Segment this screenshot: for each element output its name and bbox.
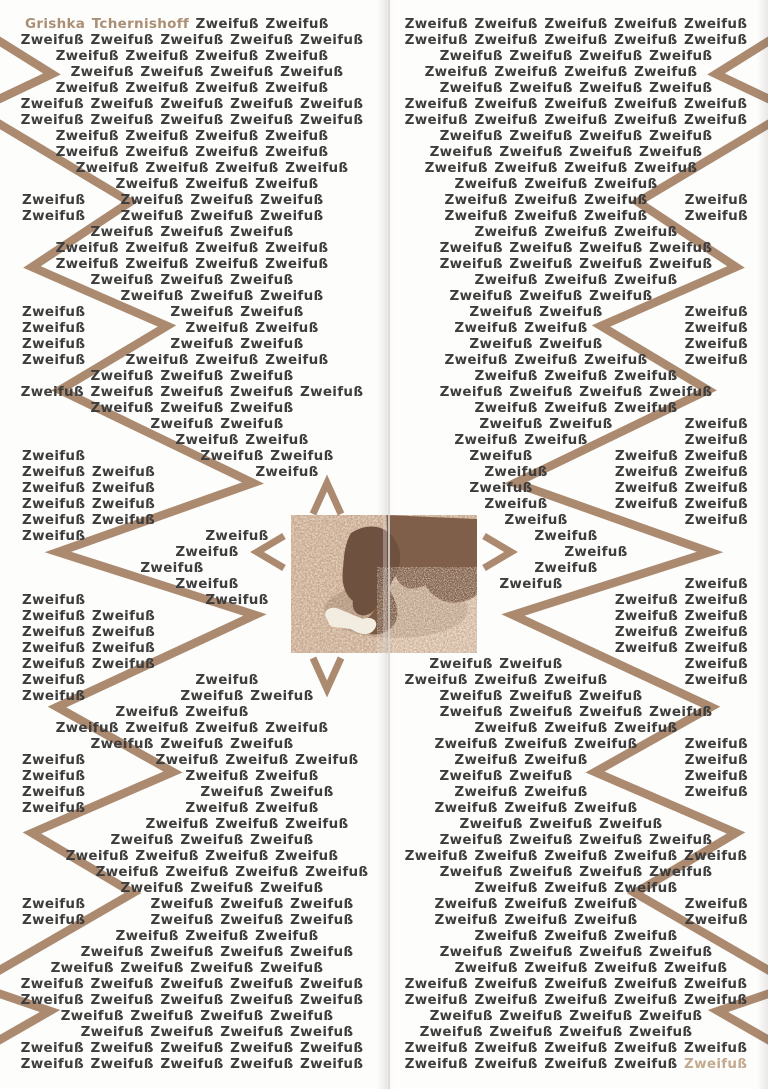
word-group-center: Zweifuß Zweifuß Zweifuß Zweifuß Zweifuß — [404, 112, 748, 128]
author-name: Grishka Tchernishoff — [25, 16, 190, 32]
text-line — [384, 912, 768, 928]
word-group-center: Zweifuß Zweifuß Zweifuß — [474, 720, 678, 736]
text-line — [384, 32, 768, 48]
text-line — [0, 144, 384, 160]
text-line — [384, 240, 768, 256]
word-group-center: Zweifuß — [195, 672, 259, 688]
word-group-center: Zweifuß Zweifuß Zweifuß — [120, 880, 324, 896]
word-group-center: Zweifuß Zweifuß Zweifuß — [120, 192, 324, 208]
word-group-center: Zweifuß Zweifuß Zweifuß Zweifuß — [439, 704, 713, 720]
word-group-center: Zweifuß Zweifuß Zweifuß — [150, 896, 354, 912]
text-line — [384, 960, 768, 976]
word-group-center: Zweifuß Zweifuß — [180, 688, 314, 704]
word-group-center: Zweifuß Zweifuß Zweifuß Zweifuß — [439, 48, 713, 64]
highlighted-word: Zweifuß — [684, 1056, 748, 1072]
text-line: Grishka Tchernishoff Zweifuß Zweifuß — [25, 16, 329, 32]
word-group-center: Zweifuß Zweifuß Zweifuß — [145, 816, 349, 832]
text-line — [0, 256, 384, 272]
word-group-center: Zweifuß Zweifuß Zweifuß — [444, 208, 648, 224]
word-group-right: Zweifuß — [684, 784, 748, 800]
word-group-center: Zweifuß — [175, 576, 239, 592]
word-group-center: Zweifuß Zweifuß Zweifuß Zweifuß Zweifuß — [20, 384, 364, 400]
text-line — [384, 368, 768, 384]
word-group-left: Zweifuß Zweifuß — [22, 640, 156, 656]
word-group-center: Zweifuß Zweifuß Zweifuß Zweifuß — [80, 1024, 354, 1040]
word-group-center: Zweifuß Zweifuß Zweifuß Zweifuß — [429, 144, 703, 160]
text-line — [0, 864, 384, 880]
word-group-center: Zweifuß Zweifuß Zweifuß — [434, 896, 638, 912]
word-group-center: Zweifuß Zweifuß Zweifuß Zweifuß — [55, 128, 329, 144]
word-group-center: Zweifuß Zweifuß — [469, 304, 603, 320]
word-group-center: Zweifuß Zweifuß Zweifuß Zweifuß — [50, 960, 324, 976]
word-group-left: Zweifuß — [22, 528, 86, 544]
text-line — [384, 720, 768, 736]
text-line — [384, 944, 768, 960]
photo-bush-highlight — [377, 567, 477, 653]
word-group-center: Zweifuß Zweifuß — [200, 448, 334, 464]
word-group-center: Zweifuß Zweifuß — [170, 336, 304, 352]
text-line — [384, 1040, 768, 1056]
word-group-center: Zweifuß Zweifuß Zweifuß Zweifuß — [454, 960, 728, 976]
word-group-center: Zweifuß Zweifuß — [479, 416, 613, 432]
text-line — [384, 992, 768, 1008]
word-group-center: Zweifuß Zweifuß Zweifuß — [474, 880, 678, 896]
word-group-left: Zweifuß Zweifuß — [22, 608, 156, 624]
text-line — [384, 656, 768, 672]
word-group-center: Zweifuß — [484, 496, 548, 512]
text-line — [0, 960, 384, 976]
photo-fold-line — [383, 515, 387, 653]
word-group-center: Zweifuß Zweifuß Zweifuß — [474, 368, 678, 384]
word-group-center: Zweifuß Zweifuß Zweifuß Zweifuß — [75, 160, 349, 176]
word-group-right: Zweifuß — [684, 576, 748, 592]
text-line — [384, 736, 768, 752]
text-line — [0, 352, 384, 368]
word-group-center: Zweifuß Zweifuß Zweifuß — [474, 400, 678, 416]
word-group-center: Zweifuß Zweifuß Zweifuß Zweifuß Zweifuß — [404, 992, 748, 1008]
word-group-right: Zweifuß — [684, 912, 748, 928]
word-group-center: Zweifuß Zweifuß Zweifuß Zweifuß Zweifuß — [404, 32, 748, 48]
word-group-center: Zweifuß Zweifuß — [469, 336, 603, 352]
word-group-center: Zweifuß Zweifuß — [429, 656, 563, 672]
word-group-left: Zweifuß — [22, 448, 86, 464]
word-group-center: Zweifuß Zweifuß Zweifuß Zweifuß — [439, 240, 713, 256]
text-line — [0, 848, 384, 864]
text-line — [0, 832, 384, 848]
text-line — [0, 480, 384, 496]
text-line — [0, 992, 384, 1008]
word-group-center: Zweifuß Zweifuß — [454, 432, 588, 448]
text-line — [384, 928, 768, 944]
text-line — [384, 400, 768, 416]
word-group-left: Zweifuß — [22, 672, 86, 688]
text-line — [0, 400, 384, 416]
word-group-center: Zweifuß — [534, 528, 598, 544]
text-line — [384, 752, 768, 768]
text-line — [384, 352, 768, 368]
text-line — [384, 176, 768, 192]
text-line — [0, 896, 384, 912]
text-line — [384, 192, 768, 208]
text-line — [384, 1024, 768, 1040]
text-line — [384, 224, 768, 240]
word-group-center: Zweifuß — [564, 544, 628, 560]
text-line — [0, 32, 384, 48]
word-group-center: Zweifuß Zweifuß Zweifuß Zweifuß Zweifuß — [20, 96, 364, 112]
text-line — [384, 848, 768, 864]
text-line — [384, 48, 768, 64]
word-group-center: Zweifuß — [175, 544, 239, 560]
word-group-center: Zweifuß Zweifuß Zweifuß — [90, 368, 294, 384]
word-group-center: Zweifuß Zweifuß Zweifuß Zweifuß — [55, 240, 329, 256]
word-group-center: Zweifuß Zweifuß Zweifuß Zweifuß — [424, 160, 698, 176]
word-group-right: Zweifuß — [684, 416, 748, 432]
word-group-center: Zweifuß Zweifuß Zweifuß — [444, 192, 648, 208]
text-line — [0, 688, 384, 704]
word-group-center: Zweifuß Zweifuß Zweifuß Zweifuß — [439, 944, 713, 960]
text-line — [384, 864, 768, 880]
text-line — [0, 928, 384, 944]
text-line — [0, 384, 384, 400]
word-group-right: Zweifuß Zweifuß — [614, 496, 748, 512]
word-group-right: Zweifuß — [684, 768, 748, 784]
word-group-center: Zweifuß Zweifuß — [439, 768, 573, 784]
word-group-center: Zweifuß Zweifuß Zweifuß Zweifuß Zweifuß — [20, 32, 364, 48]
text-line — [0, 272, 384, 288]
word-group-center: Zweifuß Zweifuß Zweifuß — [120, 208, 324, 224]
text-line — [384, 272, 768, 288]
word-group-center: Zweifuß Zweifuß — [150, 416, 284, 432]
word-group-center: Zweifuß Zweifuß — [170, 304, 304, 320]
text-line — [0, 416, 384, 432]
word-group-center: Zweifuß Zweifuß — [185, 768, 319, 784]
word-group-center: Zweifuß Zweifuß Zweifuß Zweifuß — [439, 128, 713, 144]
text-line — [0, 1008, 384, 1024]
text-line — [384, 704, 768, 720]
word-group-center: Zweifuß Zweifuß Zweifuß Zweifuß — [55, 48, 329, 64]
text-line — [0, 816, 384, 832]
word-group-center: Zweifuß Zweifuß Zweifuß — [110, 832, 314, 848]
word-group-center: Zweifuß Zweifuß Zweifuß — [90, 224, 294, 240]
word-group-center: Zweifuß Zweifuß Zweifuß Zweifuß — [70, 64, 344, 80]
text-line — [0, 224, 384, 240]
word-group-center: Zweifuß Zweifuß Zweifuß — [474, 928, 678, 944]
text-line — [0, 912, 384, 928]
text-line — [384, 112, 768, 128]
word-group-right: Zweifuß Zweifuß — [614, 448, 748, 464]
word-group-center: Zweifuß Zweifuß Zweifuß Zweifuß Zweifuß — [20, 112, 364, 128]
word-group-right: Zweifuß Zweifuß — [614, 640, 748, 656]
word-group-center: Zweifuß Zweifuß Zweifuß Zweifuß Zweifuß — [404, 16, 748, 32]
word-group-center: Zweifuß Zweifuß — [454, 752, 588, 768]
word-group-center: Zweifuß Zweifuß — [175, 432, 309, 448]
word-group-center: Zweifuß Zweifuß Zweifuß Zweifuß — [439, 384, 713, 400]
text-line — [384, 16, 768, 32]
word-group-center: Zweifuß Zweifuß Zweifuß — [474, 272, 678, 288]
word-group-center: Zweifuß — [469, 480, 533, 496]
word-group-left: Zweifuß — [22, 352, 86, 368]
text-line — [384, 672, 768, 688]
word-group-center: Zweifuß Zweifuß Zweifuß Zweifuß Zweifuß — [404, 976, 748, 992]
word-group-center: Zweifuß Zweifuß Zweifuß Zweifuß — [424, 64, 698, 80]
text-line — [0, 288, 384, 304]
word-group-right: Zweifuß — [684, 432, 748, 448]
text-line — [0, 768, 384, 784]
word-group-left: Zweifuß — [22, 912, 86, 928]
text-line — [384, 432, 768, 448]
word-group-left: Zweifuß — [22, 800, 86, 816]
word-group-center: Zweifuß Zweifuß Zweifuß — [90, 736, 294, 752]
text-line — [0, 432, 384, 448]
word-group-center: Zweifuß Zweifuß Zweifuß Zweifuß — [55, 256, 329, 272]
text-line — [384, 80, 768, 96]
word-group-center: Zweifuß — [140, 560, 204, 576]
word-group-center: Zweifuß Zweifuß Zweifuß — [404, 672, 608, 688]
text-line — [384, 832, 768, 848]
word-group-left: Zweifuß — [22, 336, 86, 352]
word-group-left: Zweifuß — [22, 768, 86, 784]
word-group-right: Zweifuß — [684, 320, 748, 336]
word-group-center: Zweifuß Zweifuß Zweifuß — [125, 352, 329, 368]
text-line — [384, 304, 768, 320]
word-group-center: Zweifuß Zweifuß Zweifuß Zweifuß Zweifuß — [404, 848, 748, 864]
word-group-right: Zweifuß — [684, 336, 748, 352]
text-line — [384, 384, 768, 400]
word-group-left: Zweifuß — [22, 752, 86, 768]
text-line — [0, 880, 384, 896]
word-group-center: Zweifuß Zweifuß Zweifuß Zweifuß Zweifuß — [20, 1040, 364, 1056]
word-group-center: Zweifuß — [484, 464, 548, 480]
word-group-center: Zweifuß Zweifuß Zweifuß Zweifuß Zweifuß — [20, 1056, 364, 1072]
word-group-center: Zweifuß Zweifuß — [200, 784, 334, 800]
word-group-right: Zweifuß — [684, 656, 748, 672]
text-line — [384, 1056, 768, 1072]
word-group-right: Zweifuß Zweifuß — [614, 608, 748, 624]
word-group-right: Zweifuß — [684, 208, 748, 224]
word-group-center: Zweifuß Zweifuß Zweifuß Zweifuß — [439, 256, 713, 272]
text-line — [0, 240, 384, 256]
word-group-center: Zweifuß Zweifuß Zweifuß — [439, 688, 643, 704]
text-line — [384, 64, 768, 80]
word-group-center: Zweifuß — [499, 576, 563, 592]
word-group-right: Zweifuß — [684, 352, 748, 368]
text-line — [0, 48, 384, 64]
word-group-center: Zweifuß Zweifuß Zweifuß Zweifuß Zweifuß — [404, 1040, 748, 1056]
word-group-right: Zweifuß — [684, 192, 748, 208]
word-group-center: Zweifuß Zweifuß Zweifuß — [434, 736, 638, 752]
word-group-left: Zweifuß — [22, 592, 86, 608]
text-line — [384, 784, 768, 800]
word-group-center: Zweifuß Zweifuß Zweifuß Zweifuß — [65, 848, 339, 864]
text-line — [384, 816, 768, 832]
word-group-left: Zweifuß — [22, 304, 86, 320]
word-group-left: Zweifuß — [22, 320, 86, 336]
text-line — [0, 64, 384, 80]
text-line — [0, 784, 384, 800]
word-group-center: Zweifuß Zweifuß — [454, 784, 588, 800]
word-group-center: Zweifuß Zweifuß Zweifuß — [434, 800, 638, 816]
text-line — [384, 144, 768, 160]
word-group-right: Zweifuß Zweifuß — [614, 480, 748, 496]
word-group-left: Zweifuß Zweifuß — [22, 480, 156, 496]
word-group-right: Zweifuß — [684, 512, 748, 528]
word-group-left: Zweifuß Zweifuß — [22, 496, 156, 512]
text-line — [0, 720, 384, 736]
text-line — [0, 208, 384, 224]
word-group-right: Zweifuß — [684, 304, 748, 320]
word-group-center: Zweifuß Zweifuß Zweifuß — [150, 912, 354, 928]
text-line — [0, 448, 384, 464]
word-group-center: Zweifuß Zweifuß Zweifuß — [115, 176, 319, 192]
text-line — [0, 656, 384, 672]
word-group-center: Zweifuß — [255, 464, 319, 480]
word-group-center: Zweifuß Zweifuß — [185, 320, 319, 336]
text-line — [0, 96, 384, 112]
text-line — [0, 192, 384, 208]
word-group-right: Zweifuß Zweifuß — [614, 464, 748, 480]
word-group-center: Zweifuß — [469, 448, 533, 464]
word-group-left: Zweifuß — [22, 896, 86, 912]
word-group-center: Zweifuß Zweifuß — [115, 704, 249, 720]
word-group-left: Zweifuß — [22, 688, 86, 704]
word-group-left: Zweifuß Zweifuß — [22, 656, 156, 672]
word-group-center: Zweifuß Zweifuß Zweifuß Zweifuß — [55, 720, 329, 736]
word-group-left: Zweifuß — [22, 192, 86, 208]
word-group-center: Zweifuß Zweifuß Zweifuß Zweifuß — [419, 1024, 693, 1040]
text-line — [0, 320, 384, 336]
word-group-right: Zweifuß — [684, 896, 748, 912]
text-line — [384, 480, 768, 496]
text-line — [384, 768, 768, 784]
text-line — [0, 736, 384, 752]
word-group-left: Zweifuß Zweifuß — [22, 624, 156, 640]
text-line — [0, 128, 384, 144]
text-line — [0, 80, 384, 96]
word-group-center: Zweifuß Zweifuß Zweifuß Zweifuß Zweifuß — [404, 96, 748, 112]
text-line — [384, 976, 768, 992]
word-group-right: Zweifuß — [684, 752, 748, 768]
text-line — [384, 496, 768, 512]
word-group-center: Zweifuß — [504, 512, 568, 528]
word-group-right: Zweifuß Zweifuß — [614, 624, 748, 640]
text-line — [0, 496, 384, 512]
text-line — [384, 320, 768, 336]
word-group-center: Zweifuß Zweifuß Zweifuß Zweifuß — [429, 1008, 703, 1024]
text-line — [0, 976, 384, 992]
word-group-right: Zweifuß Zweifuß — [614, 592, 748, 608]
text-line — [0, 160, 384, 176]
word-group-center: Zweifuß Zweifuß Zweifuß Zweifuß — [95, 864, 369, 880]
word-group-center: Zweifuß Zweifuß Zweifuß — [449, 288, 653, 304]
word-group-left: Zweifuß Zweifuß — [22, 512, 156, 528]
text-line — [0, 1024, 384, 1040]
word-group-center: Zweifuß — [534, 560, 598, 576]
text-line — [384, 336, 768, 352]
word-group-center: Zweifuß Zweifuß Zweifuß — [459, 816, 663, 832]
text-line — [384, 208, 768, 224]
word-group-center: Zweifuß Zweifuß Zweifuß Zweifuß — [439, 832, 713, 848]
word-group-right: Zweifuß — [684, 672, 748, 688]
word-group-center: Zweifuß Zweifuß Zweifuß Zweifuß — [55, 80, 329, 96]
word-group-center: Zweifuß Zweifuß Zweifuß Zweifuß Zweifuß — [404, 1056, 748, 1072]
word-group-center: Zweifuß Zweifuß — [185, 800, 319, 816]
text-line — [0, 112, 384, 128]
word-group-center: Zweifuß Zweifuß Zweifuß — [474, 224, 678, 240]
word-group-center: Zweifuß Zweifuß Zweifuß — [120, 288, 324, 304]
text-line — [0, 752, 384, 768]
text-line — [384, 288, 768, 304]
text-line — [384, 96, 768, 112]
text-line — [384, 880, 768, 896]
text-line — [0, 1056, 384, 1072]
word-group-center: Zweifuß Zweifuß Zweifuß — [155, 752, 359, 768]
word-group-center: Zweifuß Zweifuß Zweifuß — [115, 928, 319, 944]
text-line — [384, 896, 768, 912]
word-group-center: Zweifuß Zweifuß Zweifuß Zweifuß Zweifuß — [20, 976, 364, 992]
word-group-center: Zweifuß Zweifuß Zweifuß — [444, 352, 648, 368]
text-line — [384, 256, 768, 272]
text-line — [384, 416, 768, 432]
text-line — [0, 464, 384, 480]
text-line — [0, 944, 384, 960]
text-line — [384, 128, 768, 144]
text-line — [384, 464, 768, 480]
text-line — [0, 800, 384, 816]
word-group-left: Zweifuß Zweifuß — [22, 464, 156, 480]
word-group-center: Zweifuß Zweifuß Zweifuß Zweifuß — [439, 864, 713, 880]
word-group-left: Zweifuß — [22, 784, 86, 800]
text-line — [0, 304, 384, 320]
text-line — [384, 160, 768, 176]
text-line — [384, 1008, 768, 1024]
word-group-center: Zweifuß — [205, 592, 269, 608]
text-line — [384, 448, 768, 464]
word-group-center: Zweifuß Zweifuß Zweifuß Zweifuß — [55, 144, 329, 160]
text-line — [0, 368, 384, 384]
word-group-center: Zweifuß Zweifuß Zweifuß Zweifuß — [60, 1008, 334, 1024]
word-group-center: Zweifuß Zweifuß Zweifuß — [454, 176, 658, 192]
text-line — [0, 704, 384, 720]
word-group-center: Zweifuß Zweifuß Zweifuß Zweifuß — [80, 944, 354, 960]
text-line — [0, 336, 384, 352]
word-group-center: Zweifuß Zweifuß Zweifuß Zweifuß — [439, 80, 713, 96]
word-group-right: Zweifuß — [684, 736, 748, 752]
word-group-center: Zweifuß Zweifuß — [454, 320, 588, 336]
text-line — [384, 688, 768, 704]
text-line — [0, 672, 384, 688]
dog-photo — [291, 515, 477, 653]
word-group-left: Zweifuß — [22, 208, 86, 224]
word-group-center: Zweifuß Zweifuß Zweifuß — [434, 912, 638, 928]
text-line — [384, 800, 768, 816]
text-line — [0, 1040, 384, 1056]
text-line — [0, 176, 384, 192]
word-group-center: Zweifuß — [205, 528, 269, 544]
word-group-center: Zweifuß Zweifuß Zweifuß — [90, 400, 294, 416]
word-group-center: Zweifuß Zweifuß Zweifuß — [90, 272, 294, 288]
word-group-center: Zweifuß Zweifuß Zweifuß Zweifuß Zweifuß — [20, 992, 364, 1008]
